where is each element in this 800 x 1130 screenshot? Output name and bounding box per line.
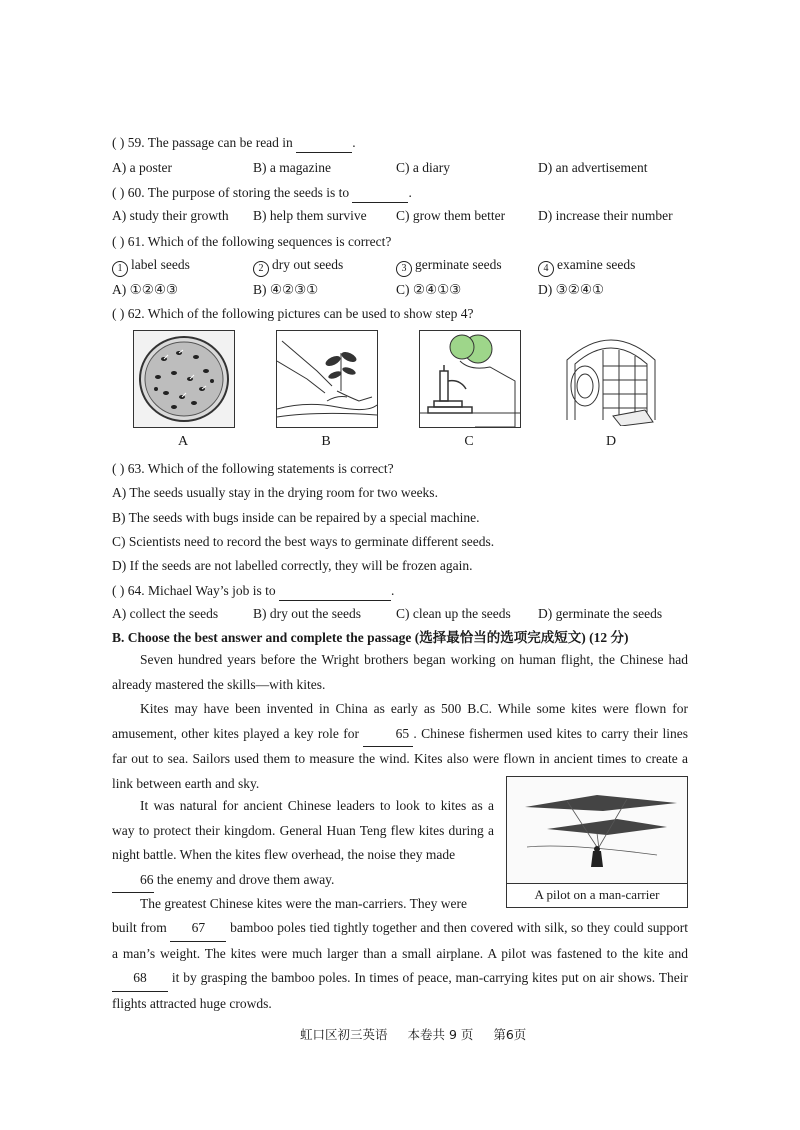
option-b[interactable]: B) help them survive [253, 208, 367, 223]
circled-number: 1 [112, 261, 128, 277]
option-d[interactable]: D) If the seeds are not labelled correctly, they will be frozen again. [112, 558, 473, 573]
picture-label-b: B [321, 434, 331, 449]
circled-number: 4 [538, 261, 554, 277]
option-a[interactable]: A) The seeds usually stay in the drying room for two weeks. [112, 485, 438, 500]
passage-paragraph-1: Seven hundred years before the Wright brothers began working on human flight, the Chinese had already mastered the skills—with kites. [112, 652, 688, 692]
man-carrier-illustration [507, 777, 687, 883]
question-60-stem: ( ) 60. The purpose of storing the seeds is to [112, 185, 350, 200]
picture-d-seed-vault[interactable] [563, 330, 659, 426]
option-c[interactable]: C) ②④①③ [396, 282, 462, 297]
picture-label-a: A [177, 434, 189, 449]
footer-page: 第6页 [493, 1027, 527, 1042]
question-59-stem: ( ) 59. The passage can be read in [112, 135, 293, 150]
blank-65[interactable]: 65 [363, 722, 413, 748]
answer-blank[interactable] [279, 582, 391, 601]
question-62-stem: ( ) 62. Which of the following pictures can be used to show step 4? [112, 306, 474, 321]
option-c[interactable]: C) Scientists need to record the best ways to germinate different seeds. [112, 534, 495, 549]
passage-paragraph-4: built from 67 bamboo poles tied tightly together and then covered with silk, so they could support a man’s weight. The kites were much larger than a small airplane. A pilot was fastened to the kite and 68 it by grasping the bamboo poles. In times of peace, man-carrying kites put on air shows. Their flights attracted huge crowds. [112, 916, 688, 1016]
circled-number: 3 [396, 261, 412, 277]
step-4: 4 examine seeds [538, 257, 635, 277]
option-d[interactable]: D) an advertisement [538, 160, 648, 175]
option-b[interactable]: B) a magazine [253, 160, 331, 175]
option-b[interactable]: B) The seeds with bugs inside can be repaired by a special machine. [112, 510, 480, 525]
option-a[interactable]: A) ①②④③ [112, 282, 179, 297]
question-64-stem: ( ) 64. Michael Way’s job is to [112, 583, 276, 598]
passage-paragraph-3: It was natural for ancient Chinese leaders to look to kites as a way to protect their kingdom. General Huan Teng flew kites during a night battle. When the kites flew overhead, the noise they made 66 the enemy and drove them away. [112, 794, 494, 893]
step-2: 2 dry out seeds [253, 257, 343, 277]
question-64: ( ) 64. Michael Way’s job is to . [112, 582, 394, 601]
option-d[interactable]: D) increase their number [538, 208, 673, 223]
picture-label-d: D [605, 434, 617, 449]
option-c[interactable]: C) grow them better [396, 208, 506, 223]
circled-number: 2 [253, 261, 269, 277]
passage-paragraph-4-start: The greatest Chinese kites were the man-carriers. They were [140, 896, 467, 911]
man-carrier-figure [506, 776, 688, 908]
step-3: 3 germinate seeds [396, 257, 502, 277]
option-a[interactable]: A) collect the seeds [112, 606, 219, 621]
option-a[interactable]: A) study their growth [112, 208, 229, 223]
footer-total: 本卷共 9 页 [407, 1027, 474, 1042]
option-c[interactable]: C) clean up the seeds [396, 606, 511, 621]
blank-68[interactable]: 68 [112, 966, 168, 992]
answer-blank[interactable] [352, 184, 408, 203]
blank-66[interactable]: 66 [112, 868, 154, 894]
option-b[interactable]: B) ④②③① [253, 282, 319, 297]
blank-67[interactable]: 67 [170, 916, 226, 942]
question-59: ( ) 59. The passage can be read in . [112, 134, 356, 153]
option-c[interactable]: C) a diary [396, 160, 450, 175]
page-footer [300, 1026, 526, 1044]
option-d[interactable]: D) germinate the seeds [538, 606, 663, 621]
footer-school: 虹口区初三英语 [300, 1027, 388, 1042]
picture-c-microscope[interactable] [419, 330, 521, 428]
picture-b-planting-seedling[interactable] [276, 330, 378, 428]
picture-label-c: C [464, 434, 474, 449]
question-60: ( ) 60. The purpose of storing the seeds is to . [112, 184, 412, 203]
figure-caption: A pilot on a man-carrier [507, 883, 687, 906]
option-b[interactable]: B) dry out the seeds [253, 606, 361, 621]
picture-a-petri-dish[interactable] [133, 330, 235, 428]
option-a[interactable]: A) a poster [112, 160, 172, 175]
step-1: 1 label seeds [112, 257, 190, 277]
answer-blank[interactable] [296, 134, 352, 153]
question-61-stem: ( ) 61. Which of the following sequences is correct? [112, 234, 392, 249]
option-d[interactable]: D) ③②④① [538, 282, 605, 297]
question-63-stem: ( ) 63. Which of the following statements is correct? [112, 461, 394, 476]
passage-paragraph-2: Kites may have been invented in China as early as 500 B.C. While some kites were flown for amusement, other kites played a key role for 65 . Chinese fishermen used kites to carry their lines far out to sea. Sailors used them to measure the wind. Kites also were flown in ancient times to create a link between earth and sky. [112, 701, 688, 791]
section-b-title: B. Choose the best answer and complete the passage (选择最恰当的选项完成短文) (12 分) [112, 630, 629, 645]
